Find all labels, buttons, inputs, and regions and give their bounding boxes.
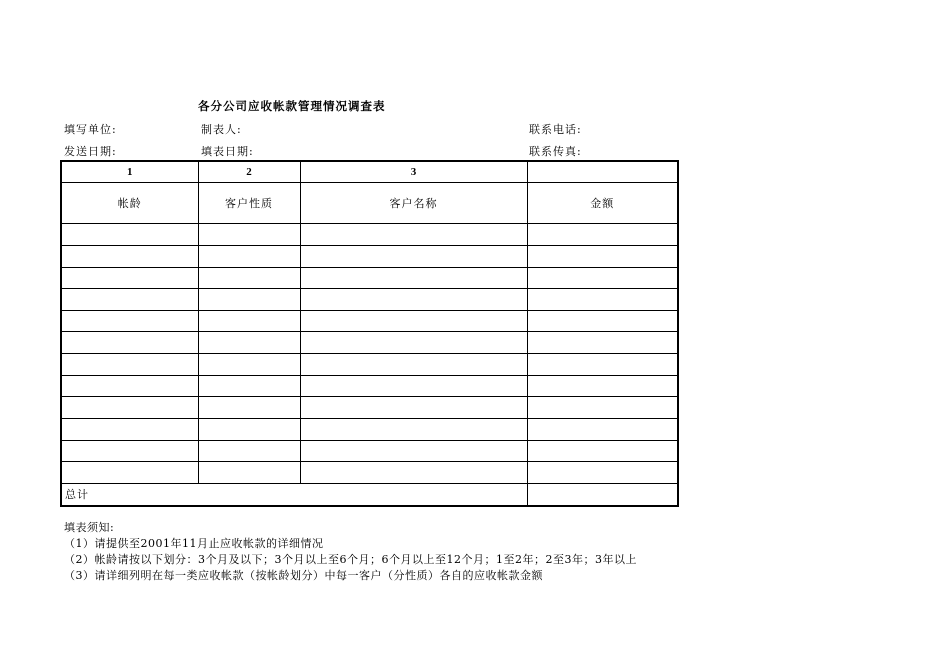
fax-label: 联系传真: [529, 145, 582, 158]
table-cell[interactable] [198, 332, 300, 354]
table-cell[interactable] [300, 375, 527, 397]
column-number-row [61, 161, 678, 183]
table-row [61, 245, 678, 267]
fill-date-label: 填表日期: [201, 145, 254, 158]
table-row [61, 332, 678, 354]
table-cell[interactable] [61, 310, 198, 332]
table-cell[interactable] [527, 462, 678, 484]
table-cell[interactable] [300, 310, 527, 332]
total-row [61, 483, 678, 506]
table-cell[interactable] [198, 462, 300, 484]
table-cell[interactable] [527, 440, 678, 462]
table-row [61, 354, 678, 376]
table-cell[interactable] [198, 418, 300, 440]
table-row [61, 289, 678, 311]
header-aging: 帐龄 [61, 183, 198, 224]
instruction-item: （2）帐龄请按以下划分：3个月及以下；3个月以上至6个月；6个月以上至12个月；1至2年；2至3年；3年以上 [64, 553, 637, 566]
table-cell[interactable] [527, 224, 678, 246]
column-number [527, 161, 678, 183]
table-cell[interactable] [198, 224, 300, 246]
table-cell[interactable] [527, 332, 678, 354]
instruction-item: （3）请详细列明在每一类应收帐款（按帐龄划分）中每一客户（分性质）各自的应收帐款金额 [64, 569, 543, 582]
table-row [61, 224, 678, 246]
column-number: 3 [300, 161, 527, 183]
table-cell[interactable] [61, 462, 198, 484]
table-cell[interactable] [300, 224, 527, 246]
total-label: 总计 [61, 483, 527, 506]
instruction-item: （1）请提供至2001年11月止应收帐款的详细情况 [64, 537, 324, 550]
table-cell[interactable] [527, 289, 678, 311]
send-date-label: 发送日期: [64, 145, 117, 158]
table-row [61, 418, 678, 440]
table-cell[interactable] [527, 397, 678, 419]
table-cell[interactable] [300, 397, 527, 419]
table-row [61, 462, 678, 484]
table-cell[interactable] [300, 462, 527, 484]
table-cell[interactable] [527, 375, 678, 397]
table-row [61, 310, 678, 332]
table-cell[interactable] [61, 375, 198, 397]
preparer-label: 制表人: [201, 123, 242, 136]
table-cell[interactable] [61, 224, 198, 246]
column-number: 1 [61, 161, 198, 183]
table-cell[interactable] [198, 289, 300, 311]
table-cell[interactable] [527, 310, 678, 332]
table-cell[interactable] [527, 354, 678, 376]
column-header-row [61, 183, 678, 224]
table-cell[interactable] [198, 440, 300, 462]
table-row [61, 267, 678, 289]
column-number: 2 [198, 161, 300, 183]
table-row [61, 440, 678, 462]
table-cell[interactable] [61, 245, 198, 267]
table-cell[interactable] [61, 440, 198, 462]
table-cell[interactable] [198, 267, 300, 289]
instructions-heading: 填表须知: [64, 521, 115, 534]
page-title: 各分公司应收帐款管理情况调查表 [198, 99, 386, 113]
table-cell[interactable] [527, 418, 678, 440]
table-cell[interactable] [300, 332, 527, 354]
header-amount: 金额 [527, 183, 678, 224]
table-cell[interactable] [527, 267, 678, 289]
table-cell[interactable] [300, 418, 527, 440]
table-cell[interactable] [198, 375, 300, 397]
table-row [61, 397, 678, 419]
table-cell[interactable] [61, 397, 198, 419]
table-cell[interactable] [61, 267, 198, 289]
header-customer-type: 客户性质 [198, 183, 300, 224]
table-cell[interactable] [61, 332, 198, 354]
table-cell[interactable] [61, 289, 198, 311]
instructions [64, 520, 637, 584]
table-cell[interactable] [198, 245, 300, 267]
table-row [61, 375, 678, 397]
header-customer-name: 客户名称 [300, 183, 527, 224]
total-amount-cell[interactable] [527, 483, 678, 506]
table-cell[interactable] [61, 354, 198, 376]
table-cell[interactable] [198, 397, 300, 419]
table-cell[interactable] [300, 354, 527, 376]
table-cell[interactable] [300, 267, 527, 289]
table-cell[interactable] [300, 245, 527, 267]
phone-label: 联系电话: [529, 123, 582, 136]
table-cell[interactable] [198, 310, 300, 332]
receivables-table [60, 160, 679, 507]
table-cell[interactable] [61, 418, 198, 440]
table-cell[interactable] [527, 245, 678, 267]
table-cell[interactable] [198, 354, 300, 376]
table-cell[interactable] [300, 440, 527, 462]
table-cell[interactable] [300, 289, 527, 311]
fill-unit-label: 填写单位: [64, 123, 117, 136]
